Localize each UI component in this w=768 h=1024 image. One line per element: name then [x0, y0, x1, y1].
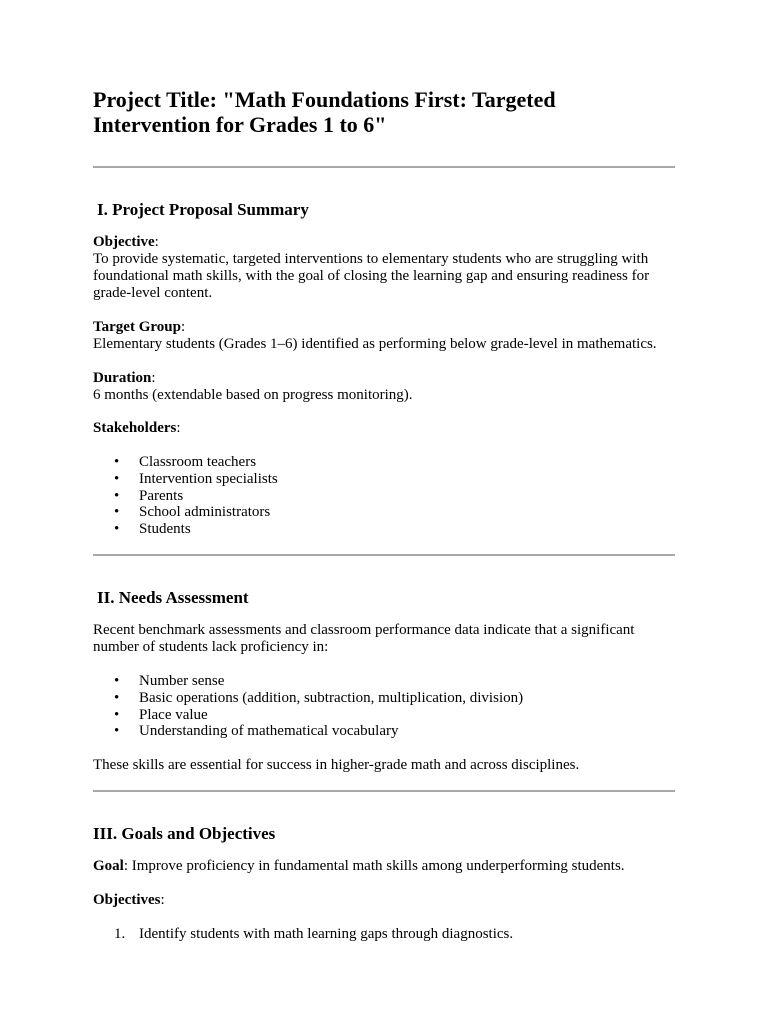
- list-item: [93, 690, 675, 707]
- stakeholders-list: [93, 454, 675, 538]
- duration-text: 6 months (extendable based on progress monitoring).: [93, 387, 413, 403]
- list-item: [93, 454, 675, 471]
- target-label-line: [93, 319, 675, 336]
- target-label: Target Group: [93, 319, 181, 335]
- goal-label: Goal: [93, 858, 124, 875]
- list-item-text: Understanding of mathematical vocabulary: [139, 723, 399, 740]
- duration-label: Duration: [93, 370, 152, 386]
- bullet-marker: •: [114, 689, 120, 706]
- duration-label-line: [93, 370, 675, 387]
- page-title: Project Title: "Math Foundations First: Targeted Intervention for Grades 1 to 6": [93, 87, 556, 137]
- list-item: [93, 926, 675, 943]
- list-item-text: Intervention specialists: [139, 470, 278, 487]
- goal-line: [93, 858, 675, 875]
- objectives-label: Objectives: [93, 892, 161, 909]
- list-item: [93, 707, 675, 724]
- objective-label: Objective: [93, 234, 155, 250]
- list-item: [93, 673, 675, 690]
- bullet-marker: •: [114, 504, 120, 521]
- number-marker: 1.: [114, 926, 126, 943]
- section-heading-needs: [93, 588, 675, 608]
- section-heading-goals: [93, 824, 675, 844]
- bullet-marker: •: [114, 487, 120, 504]
- list-item: [93, 723, 675, 740]
- objectives-colon: :: [160, 892, 165, 909]
- list-item-text: Basic operations (addition, subtraction, multiplication, division): [139, 689, 524, 706]
- list-item: [93, 488, 675, 505]
- bullet-marker: •: [114, 454, 120, 470]
- needs-closing: These skills are essential for success in higher-grade math and across disciplines.: [93, 757, 580, 774]
- list-item: [93, 521, 675, 538]
- needs-intro: Recent benchmark assessments and classroom performance data indicate that a significant number of students lack proficiency in:: [93, 621, 635, 655]
- list-item-text: Place value: [139, 706, 208, 723]
- objective-colon: :: [154, 234, 159, 250]
- section-heading-summary-text: I. Project Proposal Summary: [97, 200, 309, 219]
- target-text: Elementary students (Grades 1–6) identified as performing below grade-level in mathematics.: [93, 336, 657, 352]
- target-colon: :: [180, 319, 186, 335]
- section-heading-needs-text: II. Needs Assessment: [97, 587, 249, 607]
- list-item-text: Classroom teachers: [139, 454, 257, 470]
- objective-text: To provide systematic, targeted interventions to elementary students who are struggling with foundational math skills, with the goal of closing the learning gap and ensuring readiness for grade-level content.: [93, 251, 650, 301]
- objectives-list: [93, 926, 675, 943]
- section-heading-summary: [93, 200, 675, 220]
- stakeholders-label: Stakeholders: [93, 420, 177, 436]
- stakeholders-colon: :: [176, 420, 181, 436]
- objectives-label-line: [93, 892, 675, 909]
- objective-label-line: [93, 234, 675, 251]
- needs-list: [93, 673, 675, 740]
- list-item-text: Parents: [139, 487, 184, 504]
- list-item-text: Identify students with math learning gaps through diagnostics.: [139, 926, 514, 943]
- duration-colon: :: [151, 370, 156, 386]
- bullet-marker: •: [114, 672, 120, 689]
- stakeholders-label-line: [93, 420, 675, 437]
- document-page: [93, 87, 675, 943]
- list-item-text: School administrators: [139, 504, 271, 521]
- list-item-text: Number sense: [139, 672, 225, 689]
- bullet-marker: •: [114, 706, 120, 723]
- bullet-marker: •: [114, 470, 120, 487]
- section-heading-goals-text: III. Goals and Objectives: [93, 824, 276, 844]
- list-item-text: Students: [139, 521, 191, 538]
- goal-text: : Improve proficiency in fundamental math skills among underperforming students.: [123, 858, 625, 875]
- list-item: [93, 504, 675, 521]
- bullet-marker: •: [114, 723, 120, 740]
- bullet-marker: •: [114, 521, 120, 538]
- list-item: [93, 471, 675, 488]
